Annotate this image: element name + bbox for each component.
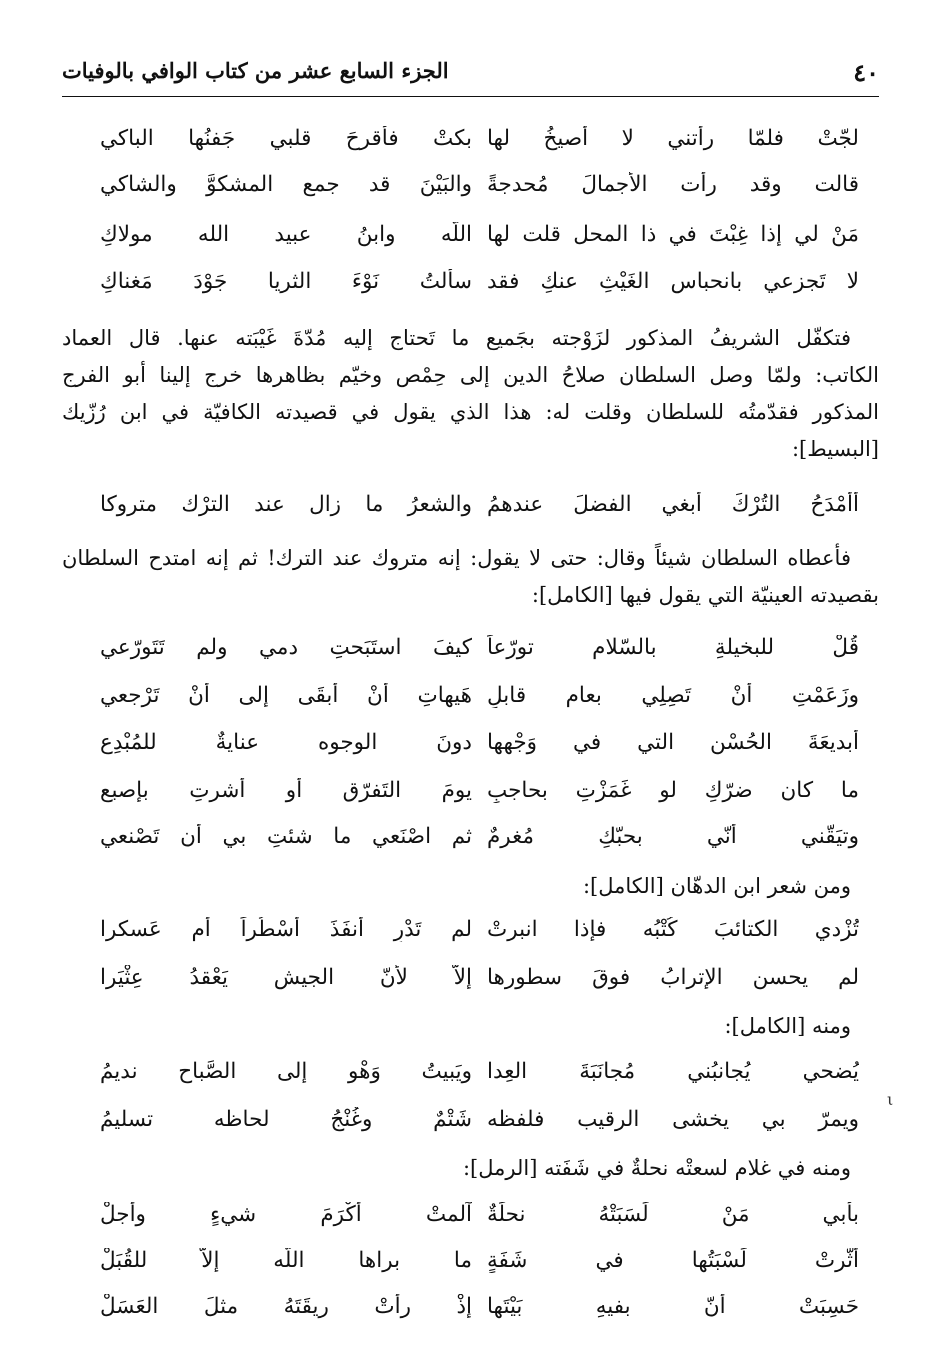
verse-hemistich-left: والشعرُ ما زال عند الترْك متروكا	[100, 492, 472, 517]
verse-line	[62, 1294, 879, 1334]
verse-hemistich-left: إلاّ لأنّ الجيش يَعْقدُ عِثْيَرا	[100, 965, 472, 990]
verse-hemistich-right: تُزْدي الكتائبَ كُتْبُه فإذا انبرتْ	[487, 917, 859, 942]
verse-line	[62, 1059, 879, 1099]
verse-line	[62, 917, 879, 957]
verse-hemistich-right: يُضحي يُجانبُني مُجانَبَةَ العِدا	[487, 1059, 859, 1084]
page-header	[62, 50, 879, 97]
verse-line	[62, 730, 879, 770]
verse-hemistich-right: قُلْ للبخيلةِ بالسّلامِ تورّعاً	[487, 635, 859, 660]
verse-hemistich-right: أبديعَةَ الحُسْنِ التي في وَجْهها	[487, 730, 859, 755]
prose-paragraph	[62, 540, 879, 614]
verse-hemistich-left: هَيهاتِ أنْ أبقَى إلى أنْ تَرْجعي	[100, 683, 472, 708]
poem-intro	[62, 1156, 879, 1194]
prose-line: فتكفّل الشريفُ المذكور لزَوْجته بجَميع ما تَحتاج إليه مُدّةَ غَيْبَته عنها. قال العماد	[62, 326, 851, 350]
verse-hemistich-left: سألتُ نَوْءَ الثريا جَوْدَ مَغناكِ	[100, 269, 472, 294]
poem-intro	[62, 1014, 879, 1052]
verse-hemistich-left: يومَ التَفرّقِ أو أشرتِ بإصبعِ	[100, 778, 472, 803]
verse-line	[62, 1107, 879, 1147]
verse-line	[62, 492, 879, 532]
verse-hemistich-left: إذْ رأتْ ريقَتَهُ مثلَ العَسَلْ	[100, 1294, 472, 1319]
verse-line	[62, 635, 879, 675]
verse-line	[62, 965, 879, 1005]
prose-line: [البسيط]:	[791, 437, 879, 461]
verse-hemistich-right: بأبي مَنْ لَسَبَتْهُ نحلَةٌ	[487, 1202, 859, 1227]
running-title: الجزء السابع عشر من كتاب الوافي بالوفيات	[62, 58, 449, 83]
verse-line	[62, 269, 879, 309]
verse-line	[62, 778, 879, 818]
verse-hemistich-left: لم تَدْرِ أنفَذَ أسْطُراً أم عَسكرا	[100, 917, 472, 942]
verse-hemistich-right: أأمْدَحُ التُرْكَ أبغي الفضلَ عندهمُ	[487, 492, 859, 517]
prose-line: فأعطاه السلطان شيئاً وقال: حتى لا يقول: إنه متروك عند الترك! ثم إنه امتدح السلطان	[62, 546, 851, 570]
verse-hemistich-left: دونَ الوجوه عنايةٌ للمُبْدِعِ	[100, 730, 472, 755]
verse-hemistich-right: ما كان ضرّكِ لو غَمَزْتِ بحاجبٍ	[487, 778, 859, 803]
verse-hemistich-left: ويَبيتُ وَهْو إلى الصَّباح نديمُ	[100, 1059, 472, 1084]
verse-hemistich-left: ما براها اللّه إلاّ للقُبَلْ	[100, 1248, 472, 1273]
poem-intro-text: ومنه [الكامل]:	[724, 1014, 851, 1038]
poem-intro	[62, 874, 879, 912]
verse-hemistich-right: وتيَقّني أنّي بحبّكِ مُغرمٌ	[487, 824, 859, 849]
prose-line: الكاتب: ولمّا وصل السلطان صلاحُ الدين إلى حِمْص وخيّم بظاهرها خرج إلينا أبو الفرج	[62, 363, 879, 387]
margin-mark: ι	[887, 1090, 894, 1109]
prose-line: المذكور فقدّمتُه للسلطان وقلت له: هذا الذي يقول في قصيدته الكافيّة في ابن رُزّيك	[62, 400, 879, 424]
verse-hemistich-left: كيفَ استَبَحتِ دمي ولم تَتَورّعي	[100, 635, 472, 660]
poem-intro-text: ومنه في غلام لسعتْه نحلةٌ في شَفَته [الرمل]:	[462, 1156, 851, 1180]
prose-line: بقصيدته العينيّة التي يقول فيها [الكامل]:	[531, 583, 879, 607]
verse-hemistich-left: شَتْمٌ وغُنْجُ لحاظه تسليمُ	[100, 1107, 472, 1132]
verse-hemistich-right: أثّرتْ لَسْبَتُها في شَفَةٍ	[487, 1248, 859, 1273]
verse-hemistich-right: مَنْ لي إذا غِبْتَ في ذا المحل قلت لها	[487, 222, 859, 247]
verse-hemistich-left: بكتْ فأقرحَ قلبي جَفنُها الباكي	[100, 126, 472, 151]
page-number: ٤٠	[853, 58, 879, 87]
verse-hemistich-right: قالت وقد رأت الأجمالَ مُحدجةً	[487, 172, 859, 197]
verse-hemistich-left: والبَيْنَ قد جمع المشكوَّ والشاكي	[100, 172, 472, 197]
verse-line	[62, 1248, 879, 1288]
verse-line	[62, 222, 879, 262]
verse-line	[62, 1202, 879, 1242]
verse-hemistich-right: لم يحسنِ الإترابُ فوقَ سطورها	[487, 965, 859, 990]
poem-intro-text: ومن شعر ابن الدهّان [الكامل]:	[582, 874, 851, 898]
verse-hemistich-right: لا تَجزعي بانحباسِ الغَيْثِ عنكِ فقد	[487, 269, 859, 294]
verse-line	[62, 824, 879, 864]
verse-hemistich-right: وزَعَمْتِ أنْ تَصِلِي بعامٍ قابلٍ	[487, 683, 859, 708]
prose-paragraph	[62, 320, 879, 468]
verse-hemistich-left: آلمتْ أكْرَمَ شيءٍ وأجلْ	[100, 1202, 472, 1227]
verse-hemistich-left: ثم اصْنَعي ما شئتِ بي أن تَصْنعي	[100, 824, 472, 849]
verse-line	[62, 172, 879, 212]
verse-hemistich-right: ويمرّ بي يخشى الرقيب فلفظه	[487, 1107, 859, 1132]
verse-line	[62, 683, 879, 723]
verse-hemistich-right: لجّتْ فلمّا رأتني لا أصيخُ لها	[487, 126, 859, 151]
verse-hemistich-left: اللّه وابنُ عبيد الله مولاكِ	[100, 222, 472, 247]
verse-hemistich-right: حَسِبَتْ أنّ بفيهِ بَيْتَها	[487, 1294, 859, 1319]
verse-line	[62, 126, 879, 166]
